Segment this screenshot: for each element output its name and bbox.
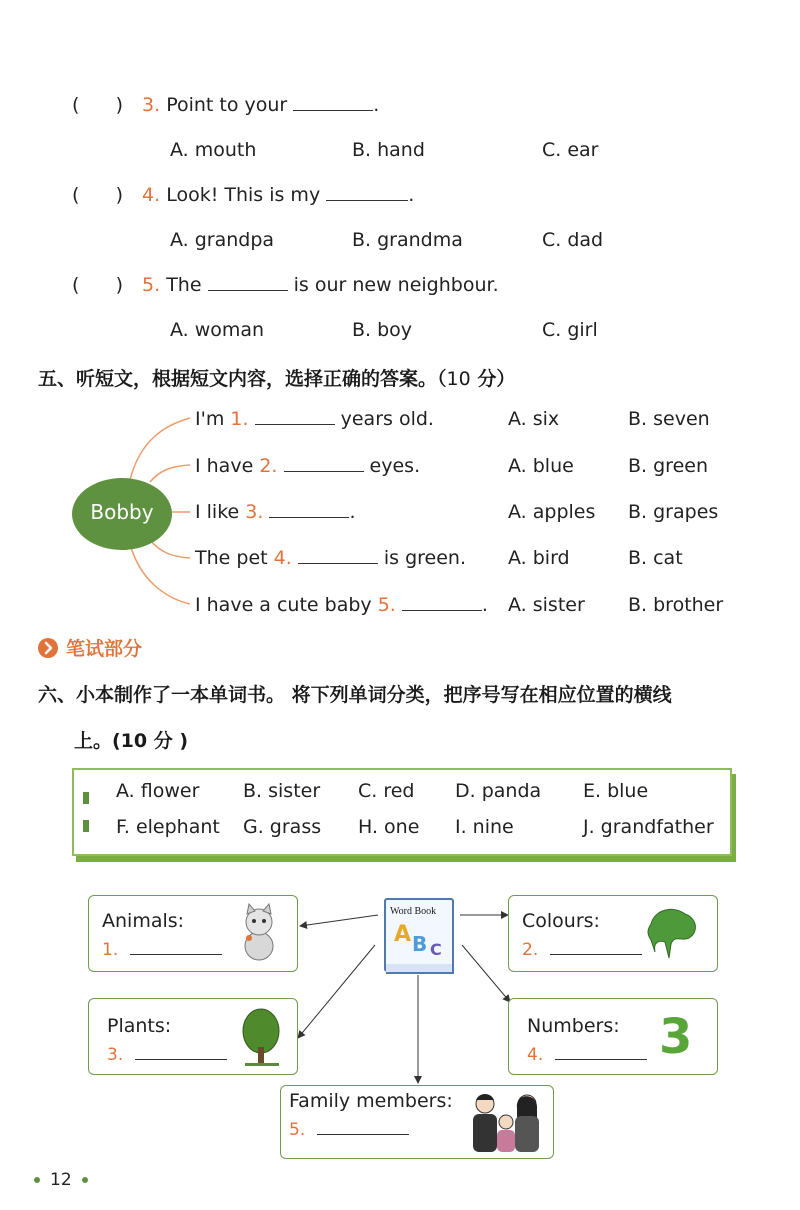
option-a[interactable]: A. mouth	[170, 139, 257, 161]
page-number	[34, 1170, 88, 1190]
category-plants	[88, 998, 298, 1075]
category-title: Plants:	[107, 1015, 172, 1037]
cat-icon	[235, 902, 285, 964]
answer-blank[interactable]	[135, 1058, 227, 1060]
dot-icon	[34, 1177, 40, 1183]
option-b[interactable]: B. cat	[628, 547, 683, 569]
answer-blank[interactable]	[284, 470, 364, 472]
answer-blank[interactable]	[255, 423, 335, 425]
item-text-end: years old.	[340, 408, 434, 430]
listening-item-2	[195, 455, 420, 477]
section-score: 10	[446, 368, 471, 390]
question-number: 3.	[142, 94, 161, 116]
word-i: I. nine	[455, 816, 514, 838]
item-text: I'm	[195, 408, 225, 430]
option-b[interactable]: B. green	[628, 455, 708, 477]
page-number-text: 12	[50, 1170, 72, 1190]
word-g: G. grass	[243, 816, 322, 838]
option-a[interactable]: A. sister	[508, 594, 585, 616]
book-letter-c: C	[430, 940, 442, 959]
item-text-end: .	[481, 594, 488, 616]
question-5	[72, 274, 499, 296]
answer-parentheses[interactable]: ( )	[72, 94, 124, 116]
option-c[interactable]: C. girl	[542, 319, 598, 341]
word-j: J. grandfather	[583, 816, 714, 838]
answer-blank[interactable]	[208, 289, 288, 291]
answer-blank[interactable]	[298, 562, 378, 564]
arrow-to-numbers	[462, 945, 510, 1002]
question-text: Look! This is my	[166, 184, 321, 206]
item-number: 1.	[230, 408, 249, 430]
option-a[interactable]: A. apples	[508, 501, 596, 523]
question-number: 5.	[142, 274, 161, 296]
word-book-icon	[384, 898, 454, 974]
section-prefix: 五、	[38, 368, 77, 390]
book-label: Word Book	[390, 906, 437, 917]
question-text-end: is our new neighbour.	[293, 274, 499, 296]
category-animals	[88, 895, 298, 972]
listening-item-3	[195, 501, 356, 523]
word-c: C. red	[358, 780, 415, 802]
paint-splash-icon	[645, 904, 701, 962]
dot-icon	[82, 1177, 88, 1183]
chevron-right-icon	[38, 638, 58, 658]
category-colours	[508, 895, 718, 972]
listening-item-1	[195, 408, 434, 430]
item-text: I like	[195, 501, 240, 523]
category-number: 3.	[107, 1045, 124, 1065]
option-b[interactable]: B. seven	[628, 408, 710, 430]
word-h: H. one	[358, 816, 420, 838]
section-title-line1: 小本制作了一本单词书。 将下列单词分类，把序号写在相应位置的横线	[76, 684, 672, 706]
section-6-title-line2: 上。(10 分 )	[74, 730, 189, 752]
category-numbers	[508, 998, 718, 1075]
word-bank	[72, 768, 732, 856]
option-a[interactable]: A. grandpa	[170, 229, 275, 251]
bullet-icon	[83, 792, 89, 804]
bobby-label: Bobby	[90, 500, 154, 524]
category-answer[interactable]	[527, 1045, 647, 1065]
word-b: B. sister	[243, 780, 321, 802]
section-5-title	[38, 364, 515, 391]
category-answer[interactable]	[522, 940, 642, 960]
number-three-icon: 3	[659, 1009, 693, 1065]
family-icon	[467, 1088, 547, 1156]
book-letter-a: A	[394, 922, 412, 947]
answer-blank[interactable]	[550, 953, 642, 955]
option-b[interactable]: B. hand	[352, 139, 425, 161]
written-header-label: 笔试部分	[66, 638, 143, 660]
arrow-to-animals	[300, 915, 378, 926]
section-6-title	[38, 680, 672, 707]
category-answer[interactable]	[102, 940, 222, 960]
word-d: D. panda	[455, 780, 542, 802]
arrow-to-plants	[298, 945, 375, 1038]
category-title: Numbers:	[527, 1015, 620, 1037]
book-letter-b: B	[412, 932, 428, 956]
answer-blank[interactable]	[293, 109, 373, 111]
item-text: I have a cute baby	[195, 594, 372, 616]
section-title-text: 听短文，根据短文内容，选择正确的答案。（	[76, 368, 447, 390]
option-b[interactable]: B. grandma	[352, 229, 463, 251]
item-number: 5.	[377, 594, 396, 616]
answer-blank[interactable]	[317, 1133, 409, 1135]
option-a[interactable]: A. woman	[170, 319, 265, 341]
connector-5	[130, 544, 190, 604]
item-text-end: is green.	[383, 547, 466, 569]
item-number: 4.	[273, 547, 292, 569]
answer-blank[interactable]	[555, 1058, 647, 1060]
category-number: 4.	[527, 1045, 544, 1065]
answer-blank[interactable]	[326, 199, 408, 201]
tree-icon	[239, 1007, 285, 1067]
category-family-members	[280, 1085, 554, 1159]
question-text-end: .	[373, 94, 380, 116]
option-a[interactable]: A. blue	[508, 455, 574, 477]
section-score-unit: 分）	[470, 368, 516, 390]
option-b[interactable]: B. boy	[352, 319, 413, 341]
category-answer[interactable]	[289, 1120, 409, 1140]
option-b[interactable]: B. brother	[628, 594, 724, 616]
option-c[interactable]: C. dad	[542, 229, 604, 251]
listening-item-5	[195, 594, 488, 616]
item-text-end: .	[349, 501, 356, 523]
word-e: E. blue	[583, 780, 649, 802]
option-a[interactable]: A. bird	[508, 547, 570, 569]
option-b[interactable]: B. grapes	[628, 501, 719, 523]
item-text-end: eyes.	[369, 455, 421, 477]
word-a: A. flower	[116, 780, 200, 802]
category-number: 1.	[102, 940, 119, 960]
connector-4	[150, 540, 190, 558]
question-text-end: .	[408, 184, 415, 206]
bullet-icon	[83, 820, 89, 832]
item-number: 3.	[245, 501, 264, 523]
written-header	[38, 634, 142, 661]
question-3	[72, 94, 379, 116]
listening-item-4	[195, 547, 466, 569]
category-title: Animals:	[102, 910, 185, 932]
question-text: The	[166, 274, 202, 296]
connector-1	[130, 418, 190, 480]
answer-blank[interactable]	[269, 516, 349, 518]
question-text: Point to your	[166, 94, 288, 116]
item-number: 2.	[259, 455, 278, 477]
answer-blank[interactable]	[130, 953, 222, 955]
answer-blank[interactable]	[402, 609, 482, 611]
answer-parentheses[interactable]: ( )	[72, 184, 124, 206]
question-number: 4.	[142, 184, 161, 206]
option-a[interactable]: A. six	[508, 408, 560, 430]
item-text: The pet	[195, 547, 268, 569]
category-number: 5.	[289, 1120, 306, 1140]
connector-2	[150, 465, 190, 482]
answer-parentheses[interactable]: ( )	[72, 274, 124, 296]
item-text: I have	[195, 455, 254, 477]
category-answer[interactable]	[107, 1045, 227, 1065]
question-4	[72, 184, 414, 206]
category-title: Family members:	[289, 1090, 453, 1112]
word-f: F. elephant	[116, 816, 220, 838]
option-c[interactable]: C. ear	[542, 139, 599, 161]
category-number: 2.	[522, 940, 539, 960]
category-title: Colours:	[522, 910, 600, 932]
section-prefix: 六、	[38, 684, 77, 706]
